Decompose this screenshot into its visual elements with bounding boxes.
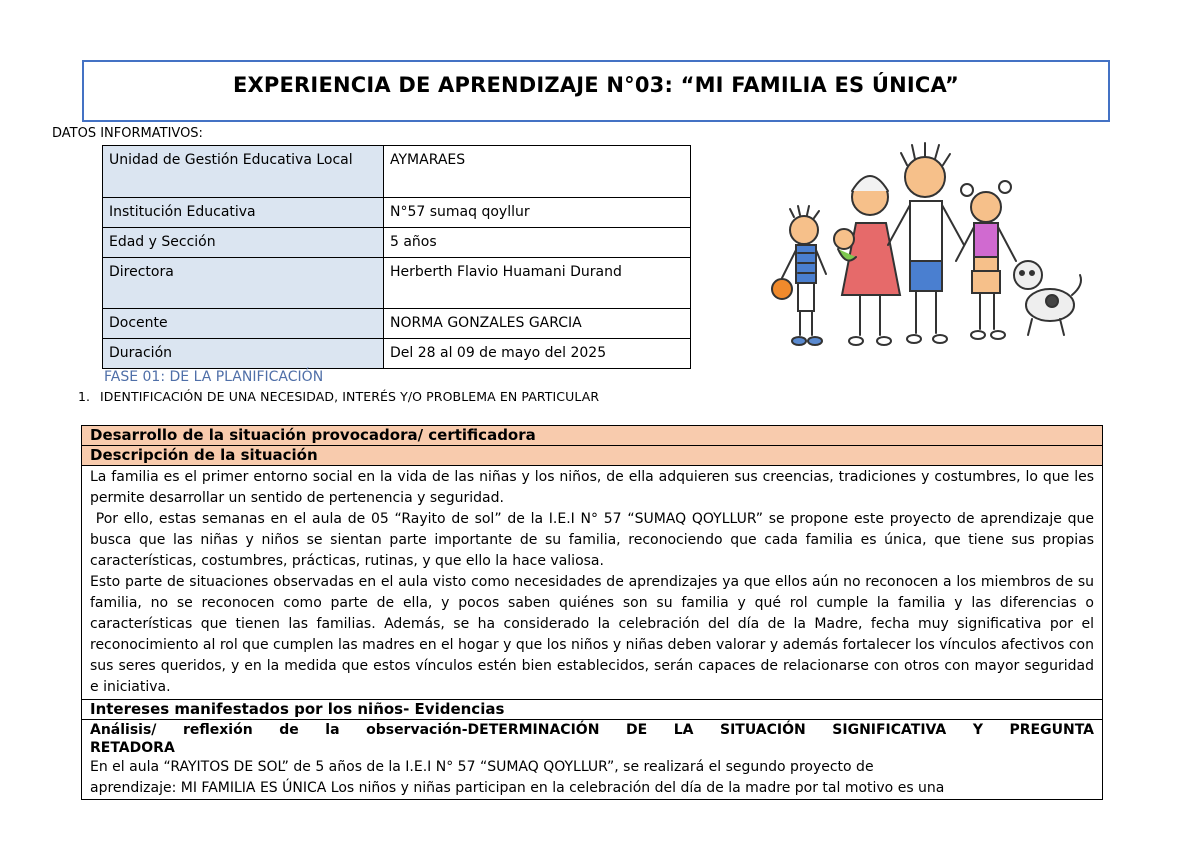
datos-informativos-label: DATOS INFORMATIVOS: — [52, 126, 203, 141]
situation-table — [81, 425, 1103, 800]
title-box — [82, 60, 1110, 122]
paragraph: La familia es el primer entorno social en la vida de las niñas y los niños, de ella adquieren sus creencias, tradiciones y costumbres, lo que les permite desarrollar un sentido de pertenencia y seguridad. — [90, 469, 1094, 506]
info-value: Del 28 al 09 de mayo del 2025 — [384, 339, 691, 369]
situation-description — [82, 466, 1102, 700]
info-key: Edad y Sección — [103, 228, 384, 258]
numbered-item — [78, 389, 599, 404]
info-value: N°57 sumaq qoyllur — [384, 198, 691, 228]
table-row — [103, 339, 691, 369]
table-row — [103, 146, 691, 198]
table-row — [103, 198, 691, 228]
info-value: 5 años — [384, 228, 691, 258]
info-value: NORMA GONZALES GARCIA — [384, 309, 691, 339]
section-header: Desarrollo de la situación provocadora/ certificadora — [82, 426, 1102, 446]
info-key: Institución Educativa — [103, 198, 384, 228]
section-header: Descripción de la situación — [82, 446, 1102, 466]
paragraph: En el aula “RAYITOS DE SOL” de 5 años de la I.E.I N° 57 “SUMAQ QOYLLUR”, se realizará el segundo proyecto de — [90, 759, 874, 775]
table-row — [103, 228, 691, 258]
paragraph: Esto parte de situaciones observadas en el aula visto como necesidades de aprendizajes ya que ellos aún no reconocen a los miembros de su familia, no se reconocen como parte de ella, y pocos saben quiénes son su familia y qué rol cumple la familia y las diferencias o características que tienen las familias. Además, se ha considerado la celebración del día de la Madre, fecha muy significativa por el reconocimiento al rol que cumplen las madres en el hogar y que los niños y niñas deben valorar y además fortalecer los vínculos afectivos con sus seres queridos, y en la medida que estos vínculos estén bien establecidos, serán capaces de relacionarse con otros con mayor seguridad e iniciativa. — [90, 574, 1094, 695]
info-key: Duración — [103, 339, 384, 369]
paragraph: Por ello, estas semanas en el aula de 05 “Rayito de sol” de la I.E.I N° 57 “SUMAQ QOYLLUR” se propone este proyecto de aprendizaje que busca que las niñas y niños se sientan parte importante de su familia, reconociendo que cada familia es única, que tiene sus propias características, costumbres, prácticas, rutinas, y que ello la hace valiosa. — [90, 511, 1099, 569]
analysis-section — [82, 720, 1102, 800]
info-value: AYMARAES — [384, 146, 691, 198]
info-key: Unidad de Gestión Educativa Local — [103, 146, 384, 198]
family-drawing-icon — [760, 135, 1090, 357]
info-value: Herberth Flavio Huamani Durand — [384, 258, 691, 309]
section-header: Intereses manifestados por los niños- Evidencias — [82, 700, 1102, 720]
info-key: Directora — [103, 258, 384, 309]
info-key: Docente — [103, 309, 384, 339]
info-table — [102, 145, 691, 369]
paragraph: aprendizaje: MI FAMILIA ES ÚNICA Los niños y niñas participan en la celebración del día de la madre por tal motivo es una — [90, 780, 945, 796]
table-row — [103, 309, 691, 339]
fase-title: FASE 01: DE LA PLANIFICACIÓN — [104, 369, 324, 385]
table-row — [103, 258, 691, 309]
document-title: EXPERIENCIA DE APRENDIZAJE N°03: “MI FAMILIA ES ÚNICA” — [232, 73, 960, 97]
analysis-heading: Análisis/ reflexión de la observación-DETERMINACIÓN DE LA SITUACIÓN SIGNIFICATIVA Y PREGUNTA — [90, 722, 1094, 738]
analysis-heading-cont: RETADORA — [90, 740, 175, 756]
item-number: 1. — [78, 389, 91, 404]
item-text: IDENTIFICACIÓN DE UNA NECESIDAD, INTERÉS Y/O PROBLEMA EN PARTICULAR — [100, 389, 600, 404]
